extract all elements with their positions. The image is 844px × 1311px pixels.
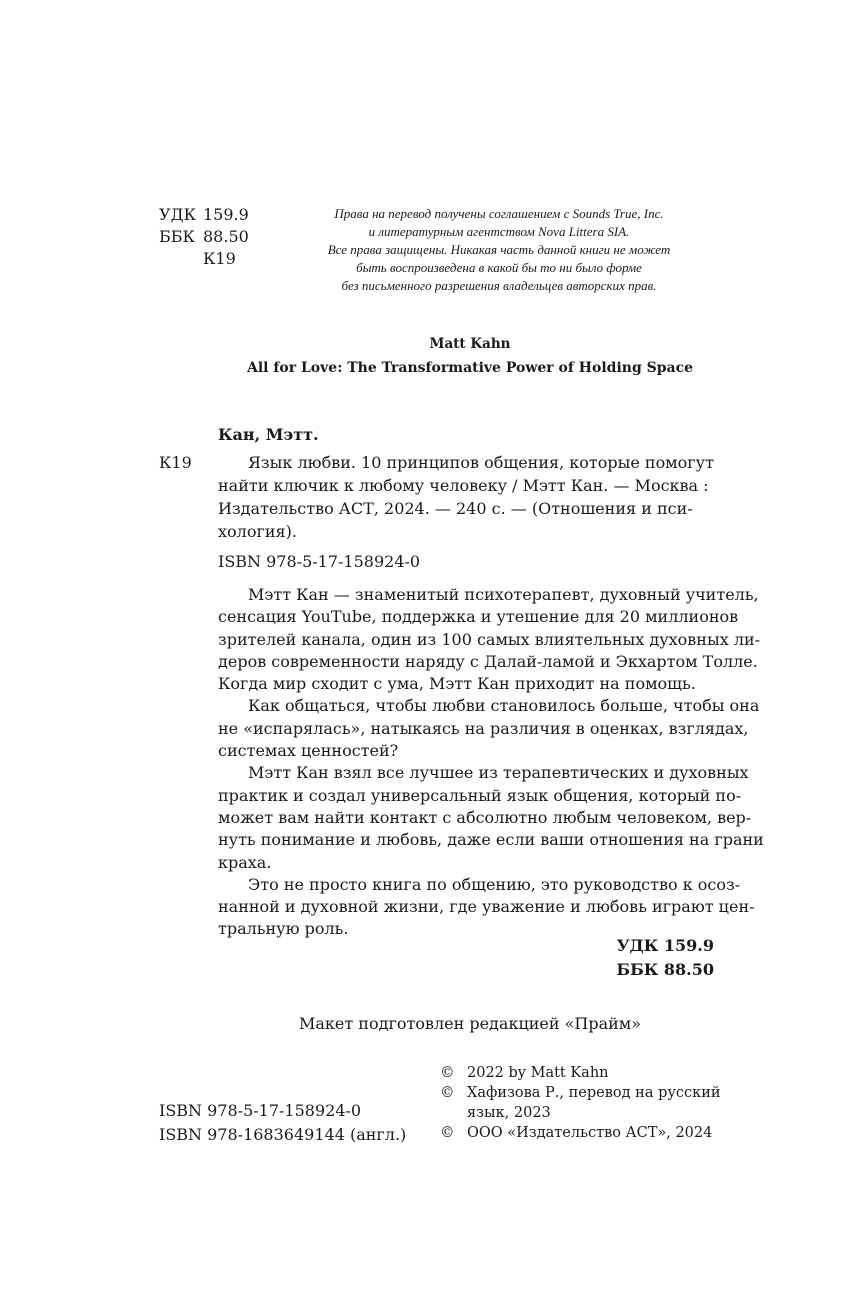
annotation-line: Мэтт Кан — знаменитый психотерапевт, духовный учитель,: [248, 585, 759, 604]
copyright-item: [440, 1123, 747, 1143]
rights-line: без письменного разрешения владельцев авторских прав.: [341, 278, 657, 293]
udk-code: УДК 159.9: [616, 936, 714, 955]
record-heading: Кан, Мэтт.: [218, 425, 319, 444]
record-author-sign: К19: [159, 453, 192, 472]
copyright-icon: ©: [440, 1125, 455, 1141]
copyright-icon: ©: [440, 1085, 455, 1101]
udk-row: [159, 204, 249, 226]
udk-label: УДК: [159, 205, 196, 224]
udk-value: 159.9: [203, 205, 249, 224]
copyright-text: ООО «Издательство АСТ», 2024: [467, 1125, 713, 1141]
annotation: [218, 584, 764, 941]
bbk-code: ББК 88.50: [616, 960, 714, 979]
annotation-line: системах ценностей?: [218, 741, 399, 761]
annotation-line: Как общаться, чтобы любви становилось больше, чтобы она: [248, 696, 760, 716]
annotation-line: тральную роль.: [218, 919, 349, 939]
copyright-item: [440, 1063, 747, 1083]
copyright-text: 2022 by Matt Kahn: [467, 1065, 609, 1081]
annotation-line: практик и создал универсальный язык общения, который по-: [218, 785, 742, 805]
bibliographic-description: [218, 451, 714, 543]
rights-line: Права на перевод получены соглашением с Sounds True, Inc.: [334, 206, 664, 221]
description-line: Язык любви. 10 принципов общения, которые помогут: [248, 453, 714, 472]
annotation-line: сенсация YouTube, поддержка и утешение для 20 миллионов: [218, 607, 739, 627]
bbk-row: [159, 226, 249, 248]
isbn-russian: ISBN 978-5-17-158924-0: [159, 1101, 362, 1120]
classification-codes: [520, 934, 714, 982]
annotation-line: может вам найти контакт с абсолютно любым человеком, вер-: [218, 807, 752, 827]
isbn-list: [159, 1099, 406, 1147]
description-line: Издательство АСТ, 2024. — 240 с. — (Отношения и пси-: [218, 499, 693, 518]
annotation-line: Мэтт Кан взял все лучшее из терапевтических и духовных: [248, 763, 749, 783]
bbk-label: ББК: [159, 227, 195, 246]
annotation-line: зрителей канала, один из 100 самых влиятельных духовных ли-: [218, 629, 761, 649]
annotation-line: деров современности наряду с Далай-ламой и Экхартом Толле.: [218, 651, 758, 671]
annotation-line: краха.: [218, 852, 272, 872]
rights-notice: [274, 205, 724, 295]
original-author: Matt Kahn: [429, 336, 511, 352]
annotation-line: нанной и духовной жизни, где уважение и любовь играют цен-: [218, 897, 755, 917]
original-title: All for Love: The Transformative Power of Holding Space: [246, 360, 694, 376]
annotation-line: Когда мир сходит с ума, Мэтт Кан приходит на помощь.: [218, 674, 696, 694]
copyright-item: [440, 1083, 747, 1123]
description-line: найти ключик к любому человеку / Мэтт Кан. — Москва :: [218, 476, 709, 495]
rights-line: Все права защищены. Никакая часть данной книги не может: [327, 242, 671, 257]
annotation-line: не «испарялась», натыкаясь на различия в оценках, взглядах,: [218, 718, 749, 738]
copyright-notices: [440, 1063, 747, 1143]
annotation-line: нуть понимание и любовь, даже если ваши отношения на грани: [218, 830, 764, 850]
record-isbn: ISBN 978-5-17-158924-0: [218, 552, 421, 571]
layout-credit: Макет подготовлен редакцией «Прайм»: [298, 1014, 642, 1033]
rights-line: и литературным агентством Nova Littera SIA.: [368, 224, 630, 239]
isbn-english: ISBN 978-1683649144 (англ.): [159, 1125, 407, 1144]
description-line: хология).: [218, 522, 297, 541]
bbk-value: 88.50: [203, 227, 249, 246]
rights-line: быть воспроизведена в какой бы то ни было форме: [356, 260, 642, 275]
copyright-icon: ©: [440, 1065, 455, 1081]
author-sign: К19: [203, 249, 236, 268]
copyright-text: Хафизова Р., перевод на русский язык, 2023: [467, 1085, 721, 1121]
annotation-line: Это не просто книга по общению, это руководство к осоз-: [248, 874, 741, 894]
top-classification-codes: [159, 204, 249, 270]
